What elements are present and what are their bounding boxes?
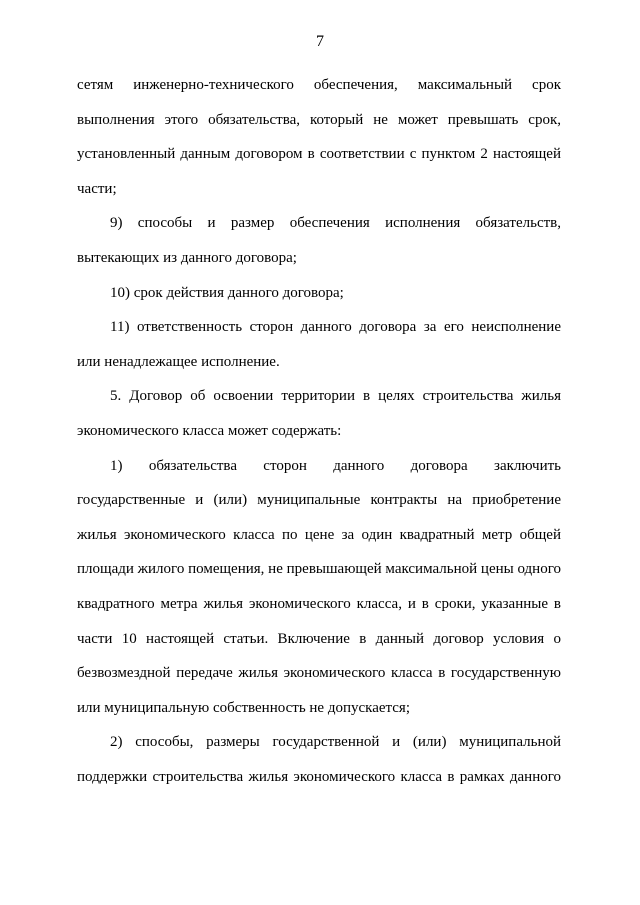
- document-body: [77, 68, 561, 794]
- text-line: 2) способы, размеры государственной и (или) муниципальной: [110, 734, 561, 751]
- text-line: площади жилого помещения, не превышающей максимальной цены одного: [77, 561, 561, 578]
- text-line: безвозмездной передаче жилья экономического класса в государственную: [77, 665, 561, 682]
- text-line: вытекающих из данного договора;: [77, 249, 297, 266]
- text-line: или ненадлежащее исполнение.: [77, 353, 280, 370]
- text-line: части;: [77, 180, 117, 197]
- text-line: жилья экономического класса по цене за один квадратный метр общей: [77, 526, 561, 543]
- text-line: 11) ответственность сторон данного договора за его неисполнение: [110, 319, 561, 336]
- text-line: выполнения этого обязательства, который не может превышать срок,: [77, 111, 561, 128]
- page-number: 7: [316, 33, 324, 50]
- text-line: квадратного метра жилья экономического класса, и в сроки, указанные в: [77, 595, 561, 612]
- text-line: экономического класса может содержать:: [77, 422, 342, 439]
- text-line: 10) срок действия данного договора;: [110, 284, 344, 301]
- text-line: государственные и (или) муниципальные контракты на приобретение: [77, 492, 561, 509]
- text-line: сетям инженерно-технического обеспечения, максимальный срок: [77, 77, 561, 93]
- text-line: 1) обязательства сторон данного договора заключить: [110, 457, 561, 474]
- text-line: установленный данным договором в соответствии с пунктом 2 настоящей: [77, 146, 561, 163]
- text-line: поддержки строительства жилья экономического класса в рамках данного: [77, 768, 561, 785]
- text-line: части 10 настоящей статьи. Включение в данный договор условия о: [77, 630, 561, 647]
- text-line: или муниципальную собственность не допускается;: [77, 699, 410, 716]
- text-line: 5. Договор об освоении территории в целях строительства жилья: [110, 388, 561, 405]
- text-line: 9) способы и размер обеспечения исполнения обязательств,: [110, 215, 561, 232]
